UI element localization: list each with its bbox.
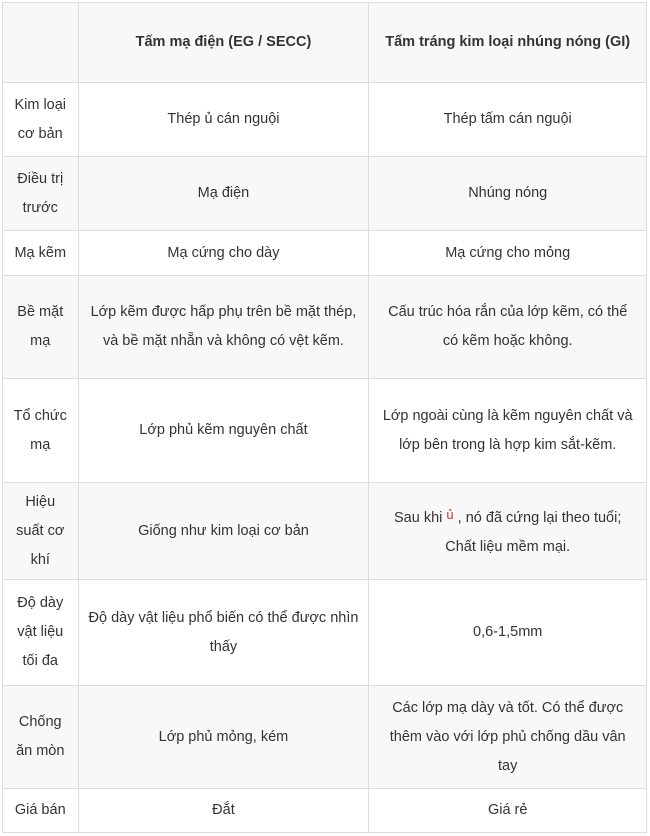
table-row	[3, 379, 647, 483]
header-eg: Tấm mạ điện (EG / SECC)	[78, 3, 369, 83]
cell-eg: Đắt	[78, 789, 369, 833]
row-label: Giá bán	[3, 789, 79, 833]
cell-gi: Giá rẻ	[369, 789, 647, 833]
cell-gi	[369, 483, 647, 580]
table-row	[3, 83, 647, 157]
table-row	[3, 157, 647, 231]
table-row	[3, 580, 647, 686]
comparison-table	[2, 2, 647, 833]
table-row	[3, 483, 647, 580]
cell-eg: Lớp kẽm được hấp phụ trên bề mặt thép, và bề mặt nhẵn và không có vệt kẽm.	[78, 276, 369, 379]
cell-gi: Mạ cứng cho mỏng	[369, 231, 647, 276]
cell-gi: Thép tấm cán nguội	[369, 83, 647, 157]
table-row	[3, 686, 647, 789]
row-label: Mạ kẽm	[3, 231, 79, 276]
cell-gi: Lớp ngoài cùng là kẽm nguyên chất và lớp bên trong là hợp kim sắt-kẽm.	[369, 379, 647, 483]
cell-gi-text-before: Sau khi	[394, 510, 447, 526]
cell-gi-text-after: , nó đã cứng lại theo tuổi; Chất liệu mềm mại.	[445, 510, 622, 555]
cell-eg: Mạ điện	[78, 157, 369, 231]
cell-eg: Mạ cứng cho dày	[78, 231, 369, 276]
row-label: Kim loại cơ bản	[3, 83, 79, 157]
cell-eg: Giống như kim loại cơ bản	[78, 483, 369, 580]
row-label: Độ dày vật liệu tối đa	[3, 580, 79, 686]
cell-gi: Nhúng nóng	[369, 157, 647, 231]
cell-gi: 0,6-1,5mm	[369, 580, 647, 686]
table-header-row	[3, 3, 647, 83]
row-label: Bề mặt mạ	[3, 276, 79, 379]
table-row	[3, 276, 647, 379]
cell-gi-accent-link[interactable]: ủ	[446, 507, 454, 522]
row-label: Chống ăn mòn	[3, 686, 79, 789]
row-label: Điều trị trước	[3, 157, 79, 231]
table-row	[3, 789, 647, 833]
header-gi: Tấm tráng kim loại nhúng nóng (GI)	[369, 3, 647, 83]
cell-gi: Cấu trúc hóa rắn của lớp kẽm, có thể có kẽm hoặc không.	[369, 276, 647, 379]
cell-eg: Lớp phủ mỏng, kém	[78, 686, 369, 789]
row-label: Tổ chức mạ	[3, 379, 79, 483]
row-label: Hiệu suất cơ khí	[3, 483, 79, 580]
cell-eg: Lớp phủ kẽm nguyên chất	[78, 379, 369, 483]
table-row	[3, 231, 647, 276]
cell-gi: Các lớp mạ dày và tốt. Có thể được thêm vào với lớp phủ chống dầu vân tay	[369, 686, 647, 789]
cell-eg: Thép ủ cán nguội	[78, 83, 369, 157]
header-corner-cell	[3, 3, 79, 83]
cell-eg: Độ dày vật liệu phổ biến có thể được nhìn thấy	[78, 580, 369, 686]
